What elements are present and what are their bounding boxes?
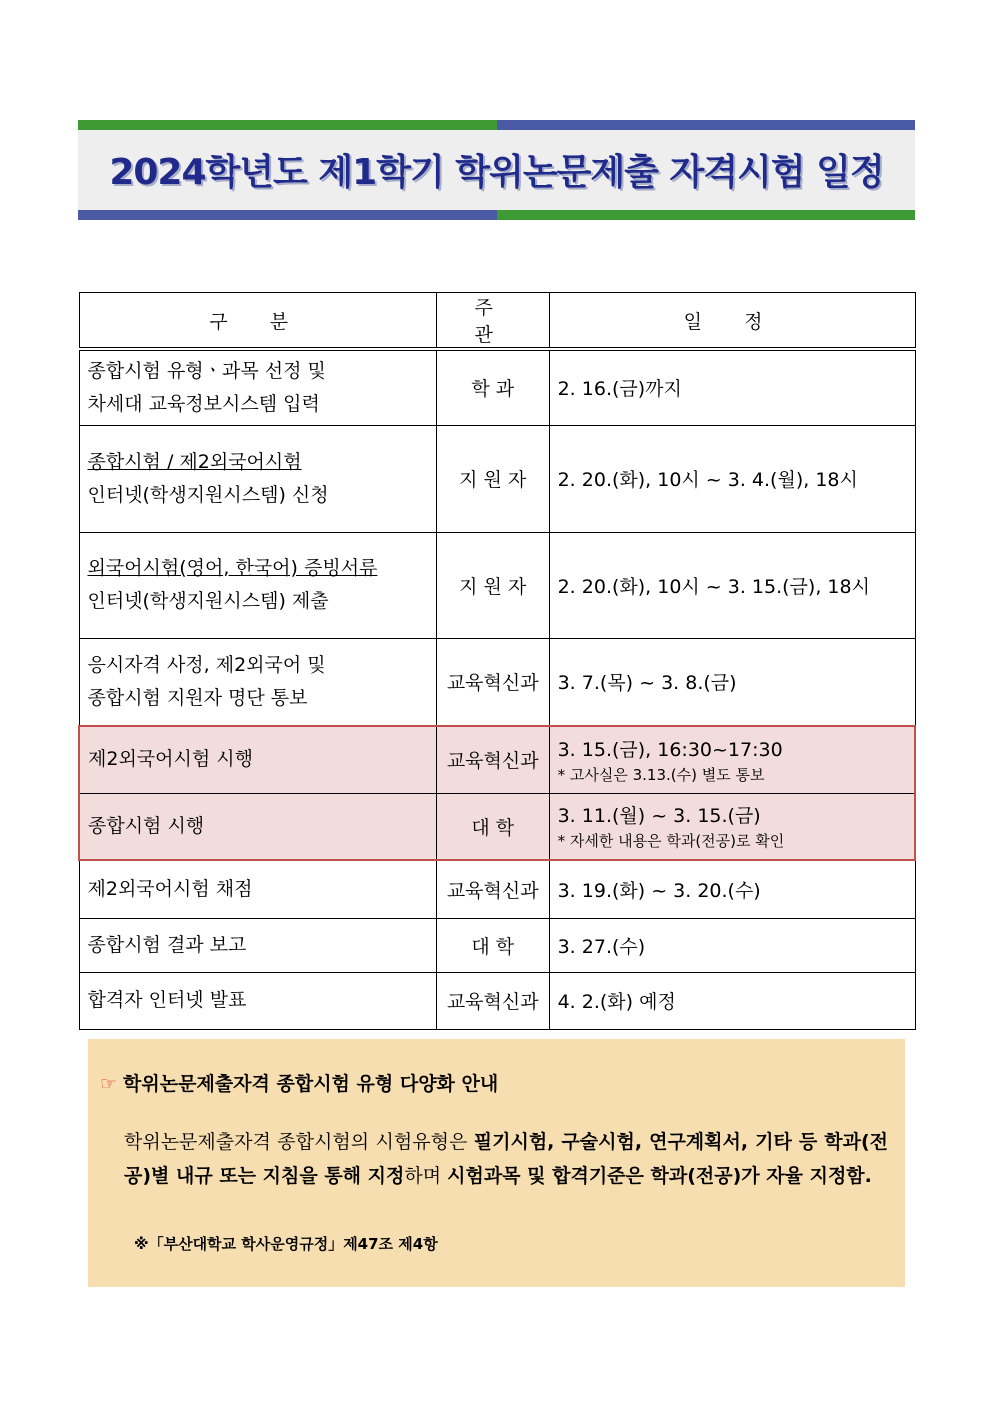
row-category: 제2외국어시험 채점 <box>79 860 436 918</box>
header-category: 구 분 <box>79 293 436 350</box>
row-schedule: 3. 7.(목) ~ 3. 8.(금) <box>549 638 915 726</box>
row-organizer: 지 원 자 <box>436 425 549 532</box>
info-heading: ☞ 학위논문제출자격 종합시험 유형 다양화 안내 <box>100 1073 499 1095</box>
table-row <box>79 638 915 726</box>
banner-top-bar <box>78 120 915 130</box>
pointing-hand-icon: ☞ <box>100 1073 118 1095</box>
row-category: 종합시험 유형ㆍ과목 선정 및 차세대 교육정보시스템 입력 <box>79 349 436 425</box>
row-schedule: 2. 16.(금)까지 <box>549 349 915 425</box>
header-organizer: 주 관 <box>436 293 549 350</box>
table-row <box>79 860 915 918</box>
table-header-row <box>79 293 915 350</box>
row-schedule: 2. 20.(화), 10시 ~ 3. 4.(월), 18시 <box>549 425 915 532</box>
row-schedule: 3. 15.(금), 16:30~17:30 * 고사실은 3.13.(수) 별도 통보 <box>549 726 915 793</box>
row-schedule: 3. 19.(화) ~ 3. 20.(수) <box>549 860 915 918</box>
row-category: 종합시험 / 제2외국어시험 인터넷(학생지원시스템) 신청 <box>79 425 436 532</box>
row-schedule: 3. 11.(월) ~ 3. 15.(금) * 자세한 내용은 학과(전공)로 확인 <box>549 793 915 860</box>
info-body: 학위논문제출자격 종합시험의 시험유형은 필기시험, 구술시험, 연구계획서, 기타 등 학과(전공)별 내규 또는 지침을 통해 지정하며 시험과목 및 합격기준은 학과(전공)가 자율 지정함. <box>124 1131 889 1187</box>
row-category: 합격자 인터넷 발표 <box>79 972 436 1029</box>
row-schedule: 3. 27.(수) <box>549 918 915 972</box>
schedule-table <box>78 292 916 1030</box>
row-organizer: 교육혁신과 <box>436 638 549 726</box>
title-banner <box>78 120 915 220</box>
row-organizer: 교육혁신과 <box>436 860 549 918</box>
row-schedule: 2. 20.(화), 10시 ~ 3. 15.(금), 18시 <box>549 532 915 638</box>
table-row <box>79 425 915 532</box>
row-category: 외국어시험(영어, 한국어) 증빙서류 인터넷(학생지원시스템) 제출 <box>79 532 436 638</box>
row-organizer: 학 과 <box>436 349 549 425</box>
row-category: 응시자격 사정, 제2외국어 및 종합시험 지원자 명단 통보 <box>79 638 436 726</box>
page-title: 2024학년도 제1학기 학위논문제출 자격시험 일정 <box>109 152 884 193</box>
row-category: 종합시험 결과 보고 <box>79 918 436 972</box>
info-box <box>88 1039 905 1287</box>
row-category: 종합시험 시행 <box>79 793 436 860</box>
row-organizer: 교육혁신과 <box>436 972 549 1029</box>
row-note: * 고사실은 3.13.(수) 별도 통보 <box>557 765 765 784</box>
row-schedule: 4. 2.(화) 예정 <box>549 972 915 1029</box>
table-row-highlighted <box>79 726 915 793</box>
row-organizer: 지 원 자 <box>436 532 549 638</box>
table-row <box>79 972 915 1029</box>
banner-bottom-bar <box>78 210 915 220</box>
info-reference: ※「부산대학교 학사운영규정」제47조 제4항 <box>134 1235 438 1253</box>
row-organizer: 교육혁신과 <box>436 726 549 793</box>
table-row <box>79 532 915 638</box>
row-note: * 자세한 내용은 학과(전공)로 확인 <box>557 832 785 851</box>
table-row <box>79 349 915 425</box>
header-schedule: 일 정 <box>549 293 915 350</box>
table-row <box>79 918 915 972</box>
row-organizer: 대 학 <box>436 793 549 860</box>
table-row-highlighted <box>79 793 915 860</box>
row-organizer: 대 학 <box>436 918 549 972</box>
row-category: 제2외국어시험 시행 <box>79 726 436 793</box>
